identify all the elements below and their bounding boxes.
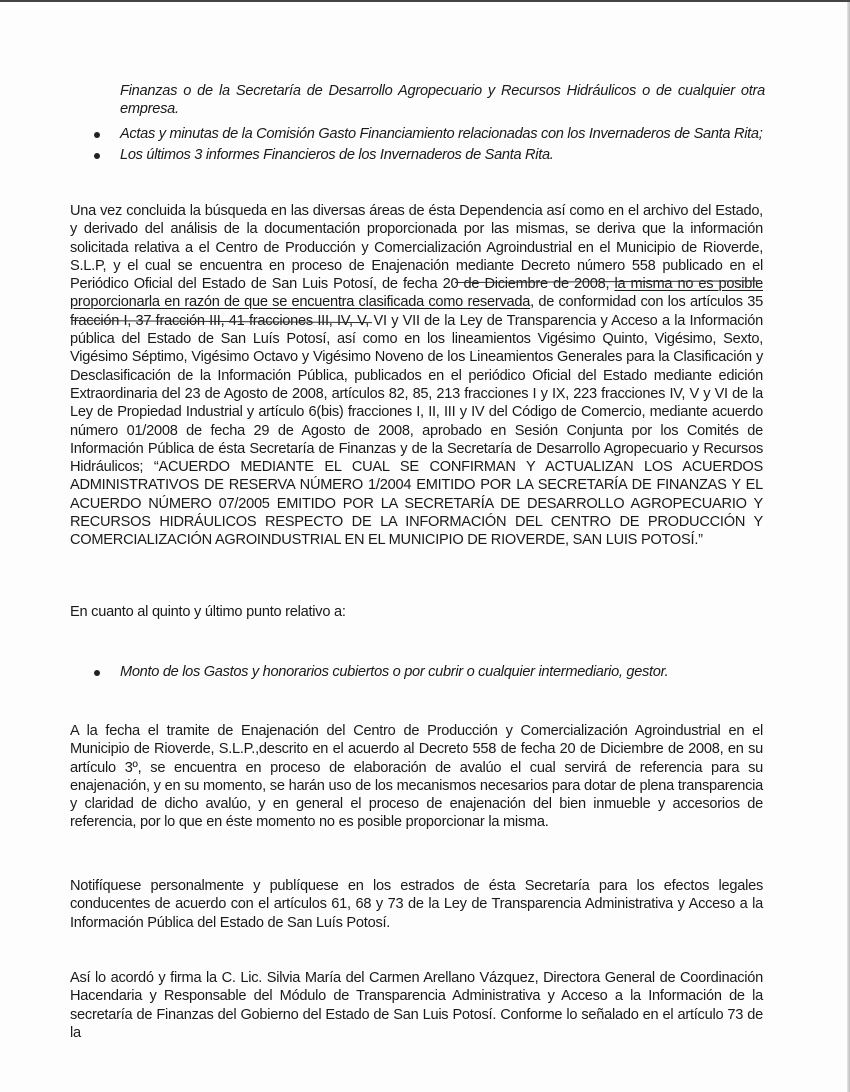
- bullet-icon: [94, 132, 100, 138]
- paragraph-reserved-info: [70, 202, 763, 550]
- paragraph-text: , de conformidad con los artículos 35 fracción I, 37 fracción III, 41 fracciones III, IV, V, VI y VII de la Ley de Transparencia y Acceso a la Información pública del Estado de San Luís Potosí, así como en los lineamientos Vigésimo Quinto, Vigésimo, Sexto, Vigésimo Séptimo, Vigésimo Octavo y Vigésimo Noveno de los Lineamientos Generales para la Clasificación y Desclasificación de la Información Pública, publicados en el periódico Oficial del Estado mediante edición Extraordinaria del 23 de Agosto de 2008, artículos 82, 85, 213 fracciones I y IX, 223 fracciones IV, V y VI de la Ley de Propiedad Industrial y artículo 6(bis) fracciones I, II, III y IV del Código de Comercio, mediante acuerdo número 01/2008 de fecha 29 de Agosto de 2008, aprobado en Sesión Conjunta por los Comités de Información Pública de ésta Secretaría de Finanzas y de la Secretaría de Desarrollo Agropecuario y Recursos Hidráulicos; “ACUERDO MEDIANTE EL CUAL SE CONFIRMAN Y ACTUALIZAN LOS ACUERDOS ADMINISTRATIVOS DE RESERVA NÚMERO 1/2004 EMITIDO POR LA SECRETARÍA DE FINANZAS Y EL ACUERDO NÚMERO 07/2005 EMITIDO POR LA SECRETARÍA DE DESARROLLO AGROPECUARIO Y RECURSOS HIDRÁULICOS RESPECTO DE LA INFORMACIÓN DEL CENTRO DE PRODUCCIÓN Y COMERCIALIZACIÓN AGROINDUSTRIAL EN EL MUNICIPIO DE RIOVERDE, SAN LUIS POTOSÍ.”: [70, 294, 763, 549]
- list-item: [70, 124, 770, 145]
- bullet-text: Monto de los Gastos y honorarios cubiertos o por cubrir o cualquier intermediario, gestor.: [120, 664, 669, 680]
- paragraph-avaluo: A la fecha el tramite de Enajenación del Centro de Producción y Comercialización Agroindustrial en el Municipio de Rioverde, S.L.P.,descrito en el acuerdo al Decreto 558 de fecha 20 de Diciembre de 2008, en su artículo 3º, se encuentra en proceso de elaboración de avalúo el cual servirá de referencia para su enajenación, y en su momento, se harán uso de los mecanismos necesarios para dotar de plena transparencia y claridad de dicho avalúo, y en general el proceso de enajenación del bien inmueble y accesorios de referencia, por lo que en éste momento no es posible proporcionar la misma.: [70, 723, 763, 831]
- bullet-icon: [94, 670, 100, 676]
- bullet-text: Actas y minutas de la Comisión Gasto Financiamiento relacionadas con los Invernaderos de Santa Rita;: [120, 126, 763, 142]
- paragraph-text: Una vez concluida la búsqueda en las diversas áreas de ésta Dependencia así como en el archivo del Estado, y derivado del análisis de la documentación proporcionada por las mismas, se deriva que la información solicitada relativa a el Centro de Producción y Comercialización Agroindustrial en el Municipio de Rioverde, S.L.P, y el cual se encuentra en proceso de Enajenación mediante Decreto número 558 publicado en el Periódico Oficial del Estado de San Luis Potosí, de fecha 20 de Diciembre de 2008,: [70, 203, 763, 293]
- bullet-icon: [94, 153, 100, 159]
- paragraph-notificacion: Notifíquese personalmente y publíquese en los estrados de ésta Secretaría para los efectos legales conducentes de acuerdo con el artículos 61, 68 y 73 de la Ley de Transparencia Administrativa y Acceso a la Información Pública del Estado de San Luís Potosí.: [70, 878, 763, 931]
- bullet-text: Los últimos 3 informes Financieros de los Invernaderos de Santa Rita.: [120, 147, 554, 163]
- fifth-bullet-list: [70, 662, 770, 683]
- paragraph-fifth-point: En cuanto al quinto y último punto relativo a:: [70, 604, 346, 620]
- paragraph-firma: Así lo acordó y firma la C. Lic. Silvia María del Carmen Arellano Vázquez, Directora General de Coordinación Hacendaria y Responsable del Módulo de Transparencia Administrativa y Acceso a la Información de la secretaría de Finanzas del Gobierno del Estado de San Luis Potosí. Conforme lo señalado en el artículo 73 de la: [70, 970, 763, 1041]
- continuation-text: Finanzas o de la Secretaría de Desarrollo Agropecuario y Recursos Hidráulicos o de cualquier otra empresa.: [120, 83, 765, 118]
- underlined-text: la misma no es posible proporcionarla en razón de que se encuentra clasificada como reservada: [70, 276, 763, 311]
- list-item: [70, 145, 770, 166]
- top-bullet-list: [70, 124, 770, 166]
- list-item: [70, 662, 770, 683]
